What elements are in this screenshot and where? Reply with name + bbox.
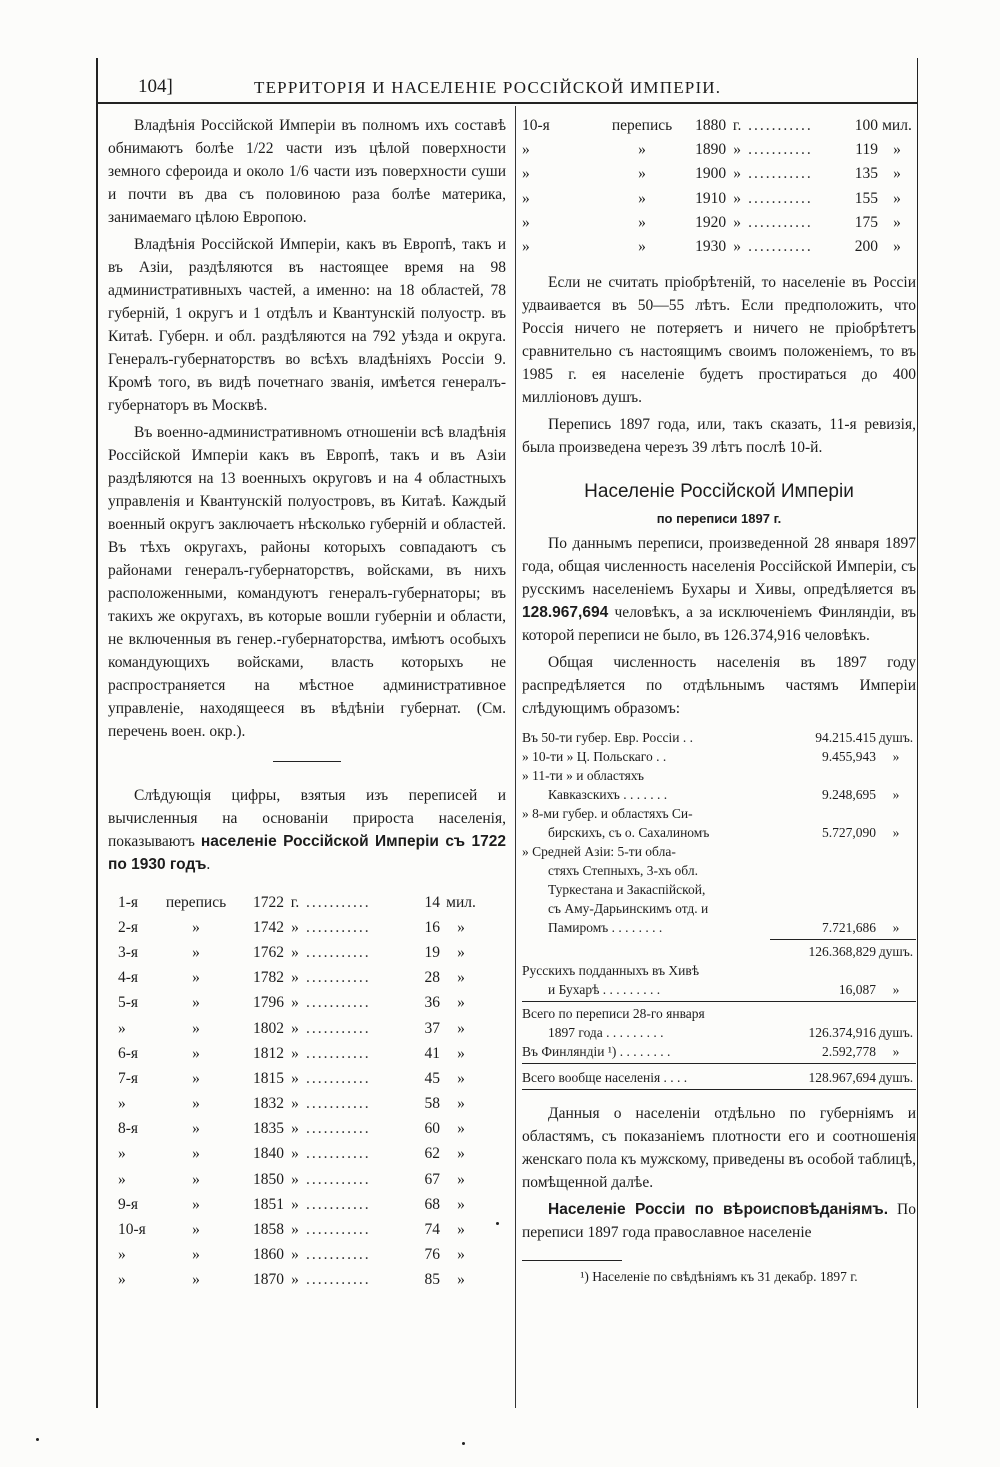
row-leader-dots: ........... [306,994,371,1012]
row-value-unit: » [457,1271,465,1289]
paragraph-territory: Владѣнія Россійской Имперіи въ полномъ ихъ составѣ обнимаютъ болѣе 1/22 части изъ цѣлой поверхности земного сфероида и около 1/6 части изъ поверхности суши и почти въ два съ половиною раза болѣе материка, занимаемаго цѣлою Европою. [108,117,506,226]
row-year: 1870 [253,1271,284,1289]
row-unit: » [291,994,299,1012]
row-word: » [638,189,646,207]
row-leader-dots: ........... [748,189,813,207]
projection-table [522,114,916,259]
table-row [108,940,482,965]
row-unit: » [291,1145,299,1163]
dist-row: Въ 50-ти губер. Евр. Россіи . . 94.215.415 душъ. [522,730,914,746]
dist-row: стяхъ Степныхъ, 3-хъ обл. [548,863,698,879]
row-unit: » [291,918,299,936]
row-leader-dots: ........... [306,1271,371,1289]
row-value-unit: » [457,1095,465,1113]
table-row [522,138,916,162]
table-row [108,1167,482,1192]
row-ordinal: 6-я [118,1044,139,1062]
table-row [108,1066,482,1091]
row-year: 1890 [695,141,727,159]
row-ordinal: » [118,1170,126,1188]
total-figure: 128.967,694 [522,604,609,622]
row-value-unit: » [893,238,901,256]
paragraph-distribution-intro: Общая численность населенія въ 1897 году распредѣляется по отдѣльнымъ частямъ Имперіи слѣдующимъ образомъ: [522,654,916,718]
row-leader-dots: ........... [306,1120,371,1138]
table-row [108,991,482,1016]
row-ordinal: 5-я [118,994,139,1012]
row-leader-dots: ........... [306,1069,371,1087]
grand-total-rule [522,1063,916,1064]
row-value: 155 [854,189,878,207]
row-unit: » [291,943,299,961]
table-row [108,915,482,940]
row-value: 45 [424,1069,440,1087]
dist-row: » 10-ти » Ц. Польскаго . . 9.455,943 » [522,749,900,765]
row-value: 62 [424,1145,440,1163]
page [96,58,918,1408]
row-ordinal: 2-я [118,918,139,936]
row-word: » [192,1069,200,1087]
section-divider [273,761,341,762]
row-value-unit: » [893,213,901,231]
row-value: 85 [424,1271,440,1289]
row-ordinal: » [522,165,530,183]
dist-row: Памиромъ . . . . . . . . 7.721,686 » [548,920,900,936]
row-ordinal: » [118,1271,126,1289]
table-row [108,1092,482,1117]
row-year: 1920 [695,213,727,231]
row-unit: » [733,141,741,159]
row-year: 1812 [253,1044,284,1062]
row-ordinal: 10-я [522,117,550,135]
row-word: » [192,1271,200,1289]
paragraph-admin-division: Владѣнія Россійской Имперіи, какъ въ Европѣ, такъ и въ Азіи, раздѣляются въ настоящее время на 98 административныхъ частей, а именно: на 18 областей, 78 губерній, 1 округъ и 1 отдѣлъ и Квантунскій полуостр. въ Китаѣ. Губерн. и обл. раздѣляются на 792 уѣзда и округа. Генералъ-губернаторствъ во всѣхъ владѣніяхъ Россіи 9. Кромѣ того, въ видѣ почетнаго званія, имѣется генералъ-губернаторъ въ Москвѣ. [108,236,506,414]
paragraph-confessions [522,1198,916,1244]
census-table [108,890,482,1293]
row-leader-dots: ........... [306,1095,371,1113]
row-year: 1835 [253,1120,284,1138]
row-leader-dots: ........... [306,918,371,936]
row-value: 14 [424,893,440,911]
row-value: 60 [424,1120,440,1138]
row-value-unit: » [893,141,901,159]
row-ordinal: » [522,141,530,159]
row-ordinal: » [118,1246,126,1264]
row-word: » [192,969,200,987]
row-value-unit: » [457,943,465,961]
row-ordinal: » [522,189,530,207]
row-year: 1851 [253,1195,284,1213]
dist-row: Туркестана и Закаспійской, [548,882,706,898]
row-year: 1802 [253,1019,284,1037]
row-value: 28 [424,969,440,987]
row-value-unit: » [457,1221,465,1239]
row-value: 100 [854,117,878,135]
dist-row: бирскихъ, съ о. Сахалиномъ 5.727,090 » [548,825,900,841]
row-leader-dots: ........... [748,238,813,256]
dist-grand-total: Всего вообще населенія . . . . 128.967,694 душъ. [522,1070,914,1086]
intro-bold: населеніе Россійской Имперіи съ 1722 по 1930 годъ [108,833,506,873]
row-unit: » [733,238,741,256]
paragraph-total-population [522,532,916,647]
page-number: 104] [138,76,173,97]
row-word: » [192,1170,200,1188]
section-title: Населеніе Россійской Имперіи [584,481,854,503]
table-row [108,1192,482,1217]
row-value-unit: » [457,1019,465,1037]
row-leader-dots: ........... [306,1221,371,1239]
table-row [108,1117,482,1142]
total-text-start: По даннымъ переписи, произведенной 28 января 1897 года, общая численность населенія Россійской Имперіи, съ русскимъ населеніемъ Бухары и Хивы, опредѣляется въ [522,535,916,599]
section-subtitle: по переписи 1897 г. [656,511,782,527]
row-word: » [638,213,646,231]
subtotal-rule [770,939,916,940]
row-unit: » [291,1246,299,1264]
row-value: 135 [854,165,878,183]
row-year: 1782 [253,969,284,987]
row-year: 1815 [253,1069,284,1087]
row-unit: » [291,1195,299,1213]
row-word: » [192,994,200,1012]
row-word: » [192,1221,200,1239]
row-leader-dots: ........... [306,893,371,911]
row-word: перепись [611,117,673,135]
row-leader-dots: ........... [748,141,813,159]
row-value: 68 [424,1195,440,1213]
row-value-unit: » [457,1195,465,1213]
row-value-unit: » [893,189,901,207]
row-value: 74 [424,1221,440,1239]
row-year: 1930 [695,238,727,256]
row-unit: » [733,213,741,231]
row-value: 67 [424,1170,440,1188]
table-row [108,1016,482,1041]
table-row [108,1243,482,1268]
paragraph-military-division: Въ военно-административномъ отношеніи всѣ владѣнія Россійской Имперіи какъ въ Европѣ, такъ и въ Азіи раздѣляются на 13 военныхъ округовъ и на 4 областныхъ управленія и Квантунскій полуостровъ, въ Китаѣ. Каждый военный округъ заключаетъ нѣсколько губерній и областей. Въ тѣхъ округахъ, районы которыхъ совпадаютъ съ районами генералъ-губернаторствъ, войсками, въ нихъ расположенными, командуютъ генералъ-губернаторы; въ такихъ же округахъ, въ которые вошли губерніи и области, не включенныя въ генер.-губернаторства, имѣютъ особыхъ командующихъ войсками, власть которыхъ не распространяется на мѣстное административное управленіе, находящееся въ вѣдѣніи губернат. (См. перечень воен. окр.). [108,424,506,740]
row-value-unit: » [457,1120,465,1138]
row-unit: г. [290,893,300,911]
row-value: 175 [854,213,878,231]
row-leader-dots: ........... [306,969,371,987]
row-unit: г. [732,117,742,135]
row-leader-dots: ........... [306,1246,371,1264]
row-value-unit: » [457,994,465,1012]
row-ordinal: 3-я [118,943,139,961]
row-leader-dots: ........... [748,117,813,135]
row-word: » [192,1246,200,1264]
row-word: » [192,1095,200,1113]
row-unit: » [291,1170,299,1188]
row-unit: » [291,1069,299,1087]
row-value-unit: » [457,969,465,987]
row-word: » [192,943,200,961]
row-value: 58 [424,1095,440,1113]
dist-row: » 11-ти » и областяхъ [522,768,644,784]
row-word: » [192,1195,200,1213]
row-unit: » [733,189,741,207]
row-value: 76 [424,1246,440,1264]
row-year: 1880 [695,117,727,135]
row-word: » [192,1145,200,1163]
row-value-unit: » [457,1069,465,1087]
table-row [108,890,482,915]
row-leader-dots: ........... [748,165,813,183]
row-ordinal: » [118,1019,126,1037]
closing-rule [522,1089,916,1090]
paragraph-doubling: Если не считать пріобрѣтеній, то населеніе въ Россіи удваивается въ 50—55 лѣтъ. Если предположить, что Россія ничего не потеряетъ и ничего не пріобрѣтетъ сравнительно съ настоящимъ своимъ положеніемъ, то въ 1985 г. ея населеніе будетъ простираться до 400 милліоновъ душъ. [522,274,916,407]
table-row [108,1142,482,1167]
row-ordinal: 7-я [118,1069,139,1087]
row-leader-dots: ........... [306,1170,371,1188]
confessions-heading: Населеніе Россіи по вѣроисповѣданіямъ. [548,1201,889,1219]
row-year: 1850 [253,1170,284,1188]
row-value-unit: » [457,918,465,936]
row-leader-dots: ........... [306,1044,371,1062]
row-ordinal: 1-я [118,893,139,911]
row-year: 1858 [253,1221,284,1239]
row-year: 1722 [253,893,284,911]
intro-text: Слѣдующія цифры, взятыя изъ переписей и вычисленныя на основаніи прироста населенія, показываютъ [108,787,506,850]
dist-row: 1897 года . . . . . . . . . 126.374,916 душъ. [548,1025,914,1041]
paragraph-further-data: Данныя о населеніи отдѣльно по губерніямъ и областямъ, съ показаніемъ плотности его и соотношенія женскаго пола къ мужскому, приведены въ особой таблицѣ, помѣщенной далѣе. [522,1105,916,1192]
footnote: ¹) Населеніе по свѣдѣніямъ къ 31 декабр. 1897 г. [580,1269,858,1285]
table-row [522,187,916,211]
row-leader-dots: ........... [306,1145,371,1163]
dist-row: » 8-ми губер. и областяхъ Си- [522,806,693,822]
dist-row: съ Аму-Дарьинскимъ отд. и [548,901,709,917]
paragraph-population-intro [108,784,506,876]
row-ordinal: 10-я [118,1221,146,1239]
row-year: 1742 [253,918,284,936]
row-unit: » [291,1095,299,1113]
row-value: 200 [854,238,878,256]
row-value-unit: » [457,1044,465,1062]
row-leader-dots: ........... [748,213,813,231]
print-speck [496,1222,499,1225]
row-value: 37 [424,1019,440,1037]
footnote-rule [522,1260,622,1261]
running-title: ТЕРРИТОРІЯ И НАСЕЛЕНІЕ РОССІЙСКОЙ ИМПЕРІИ. [254,78,722,97]
table-row [108,966,482,991]
row-ordinal: » [522,238,530,256]
column-divider [515,106,516,1408]
table-row [108,1041,482,1066]
table-row [108,1268,482,1293]
row-leader-dots: ........... [306,1019,371,1037]
total-rule [522,1001,916,1002]
page-header [98,70,917,104]
row-word: » [638,238,646,256]
table-row [108,1217,482,1242]
dist-row: » Средней Азіи: 5-ти обла- [522,844,676,860]
row-value-unit: » [457,1170,465,1188]
row-year: 1840 [253,1145,284,1163]
row-value: 119 [855,141,878,159]
row-ordinal: 9-я [118,1195,139,1213]
row-leader-dots: ........... [306,943,371,961]
dist-row: Всего по переписи 28-го января [522,1006,705,1022]
print-speck [36,1438,39,1441]
row-year: 1796 [253,994,284,1012]
row-leader-dots: ........... [306,1195,371,1213]
table-row [522,162,916,186]
total-text-end: человѣкъ, а за исключеніемъ Финляндіи, въ которой переписи не было, въ 126.374,916 человѣкъ. [522,604,916,645]
right-column [522,114,916,1285]
row-unit: » [733,165,741,183]
row-value: 16 [424,918,440,936]
dist-row: Кавказскихъ . . . . . . . 9.248,695 » [548,787,900,803]
table-row [522,235,916,259]
row-unit: » [291,1044,299,1062]
paragraph-1897-census: Перепись 1897 года, или, такъ сказать, 11-я ревизія, была произведена черезъ 39 лѣтъ послѣ 10-й. [522,416,916,457]
row-year: 1910 [695,189,727,207]
row-unit: » [291,969,299,987]
row-unit: » [291,1120,299,1138]
row-unit: » [291,1019,299,1037]
left-column [108,114,506,1293]
row-value-unit: мил. [882,117,912,135]
row-unit: » [291,1221,299,1239]
row-unit: » [291,1271,299,1289]
table-row [522,114,916,138]
confessions-text: По переписи 1897 года православное населеніе [522,1201,916,1242]
row-word: » [192,1120,200,1138]
row-value: 41 [424,1044,440,1062]
row-value: 19 [424,943,440,961]
row-word: перепись [165,893,227,911]
row-ordinal: » [118,1145,126,1163]
distribution-table [522,728,916,1090]
row-word: » [192,1044,200,1062]
row-ordinal: 4-я [118,969,139,987]
print-speck [462,1442,465,1445]
row-year: 1900 [695,165,727,183]
row-value-unit: » [457,1145,465,1163]
dist-row: Русскихъ подданныхъ въ Хивѣ [522,963,700,979]
row-word: » [192,918,200,936]
row-value-unit: » [457,1246,465,1264]
row-value-unit: » [893,165,901,183]
dist-row: Въ Финляндіи ¹) . . . . . . . . 2.592,778 » [522,1044,900,1060]
row-year: 1762 [253,943,284,961]
row-value: 36 [424,994,440,1012]
table-row [522,211,916,235]
row-word: » [638,141,646,159]
row-value-unit: мил. [446,893,476,911]
row-ordinal: 8-я [118,1120,139,1138]
row-year: 1860 [253,1246,284,1264]
row-word: » [192,1019,200,1037]
intro-end: . [206,856,211,873]
dist-subtotal: 126.368,829 душъ. [808,944,914,960]
row-ordinal: » [118,1095,126,1113]
row-year: 1832 [253,1095,284,1113]
dist-row: и Бухарѣ . . . . . . . . . 16,087 » [548,982,900,998]
row-word: » [638,165,646,183]
row-ordinal: » [522,213,530,231]
